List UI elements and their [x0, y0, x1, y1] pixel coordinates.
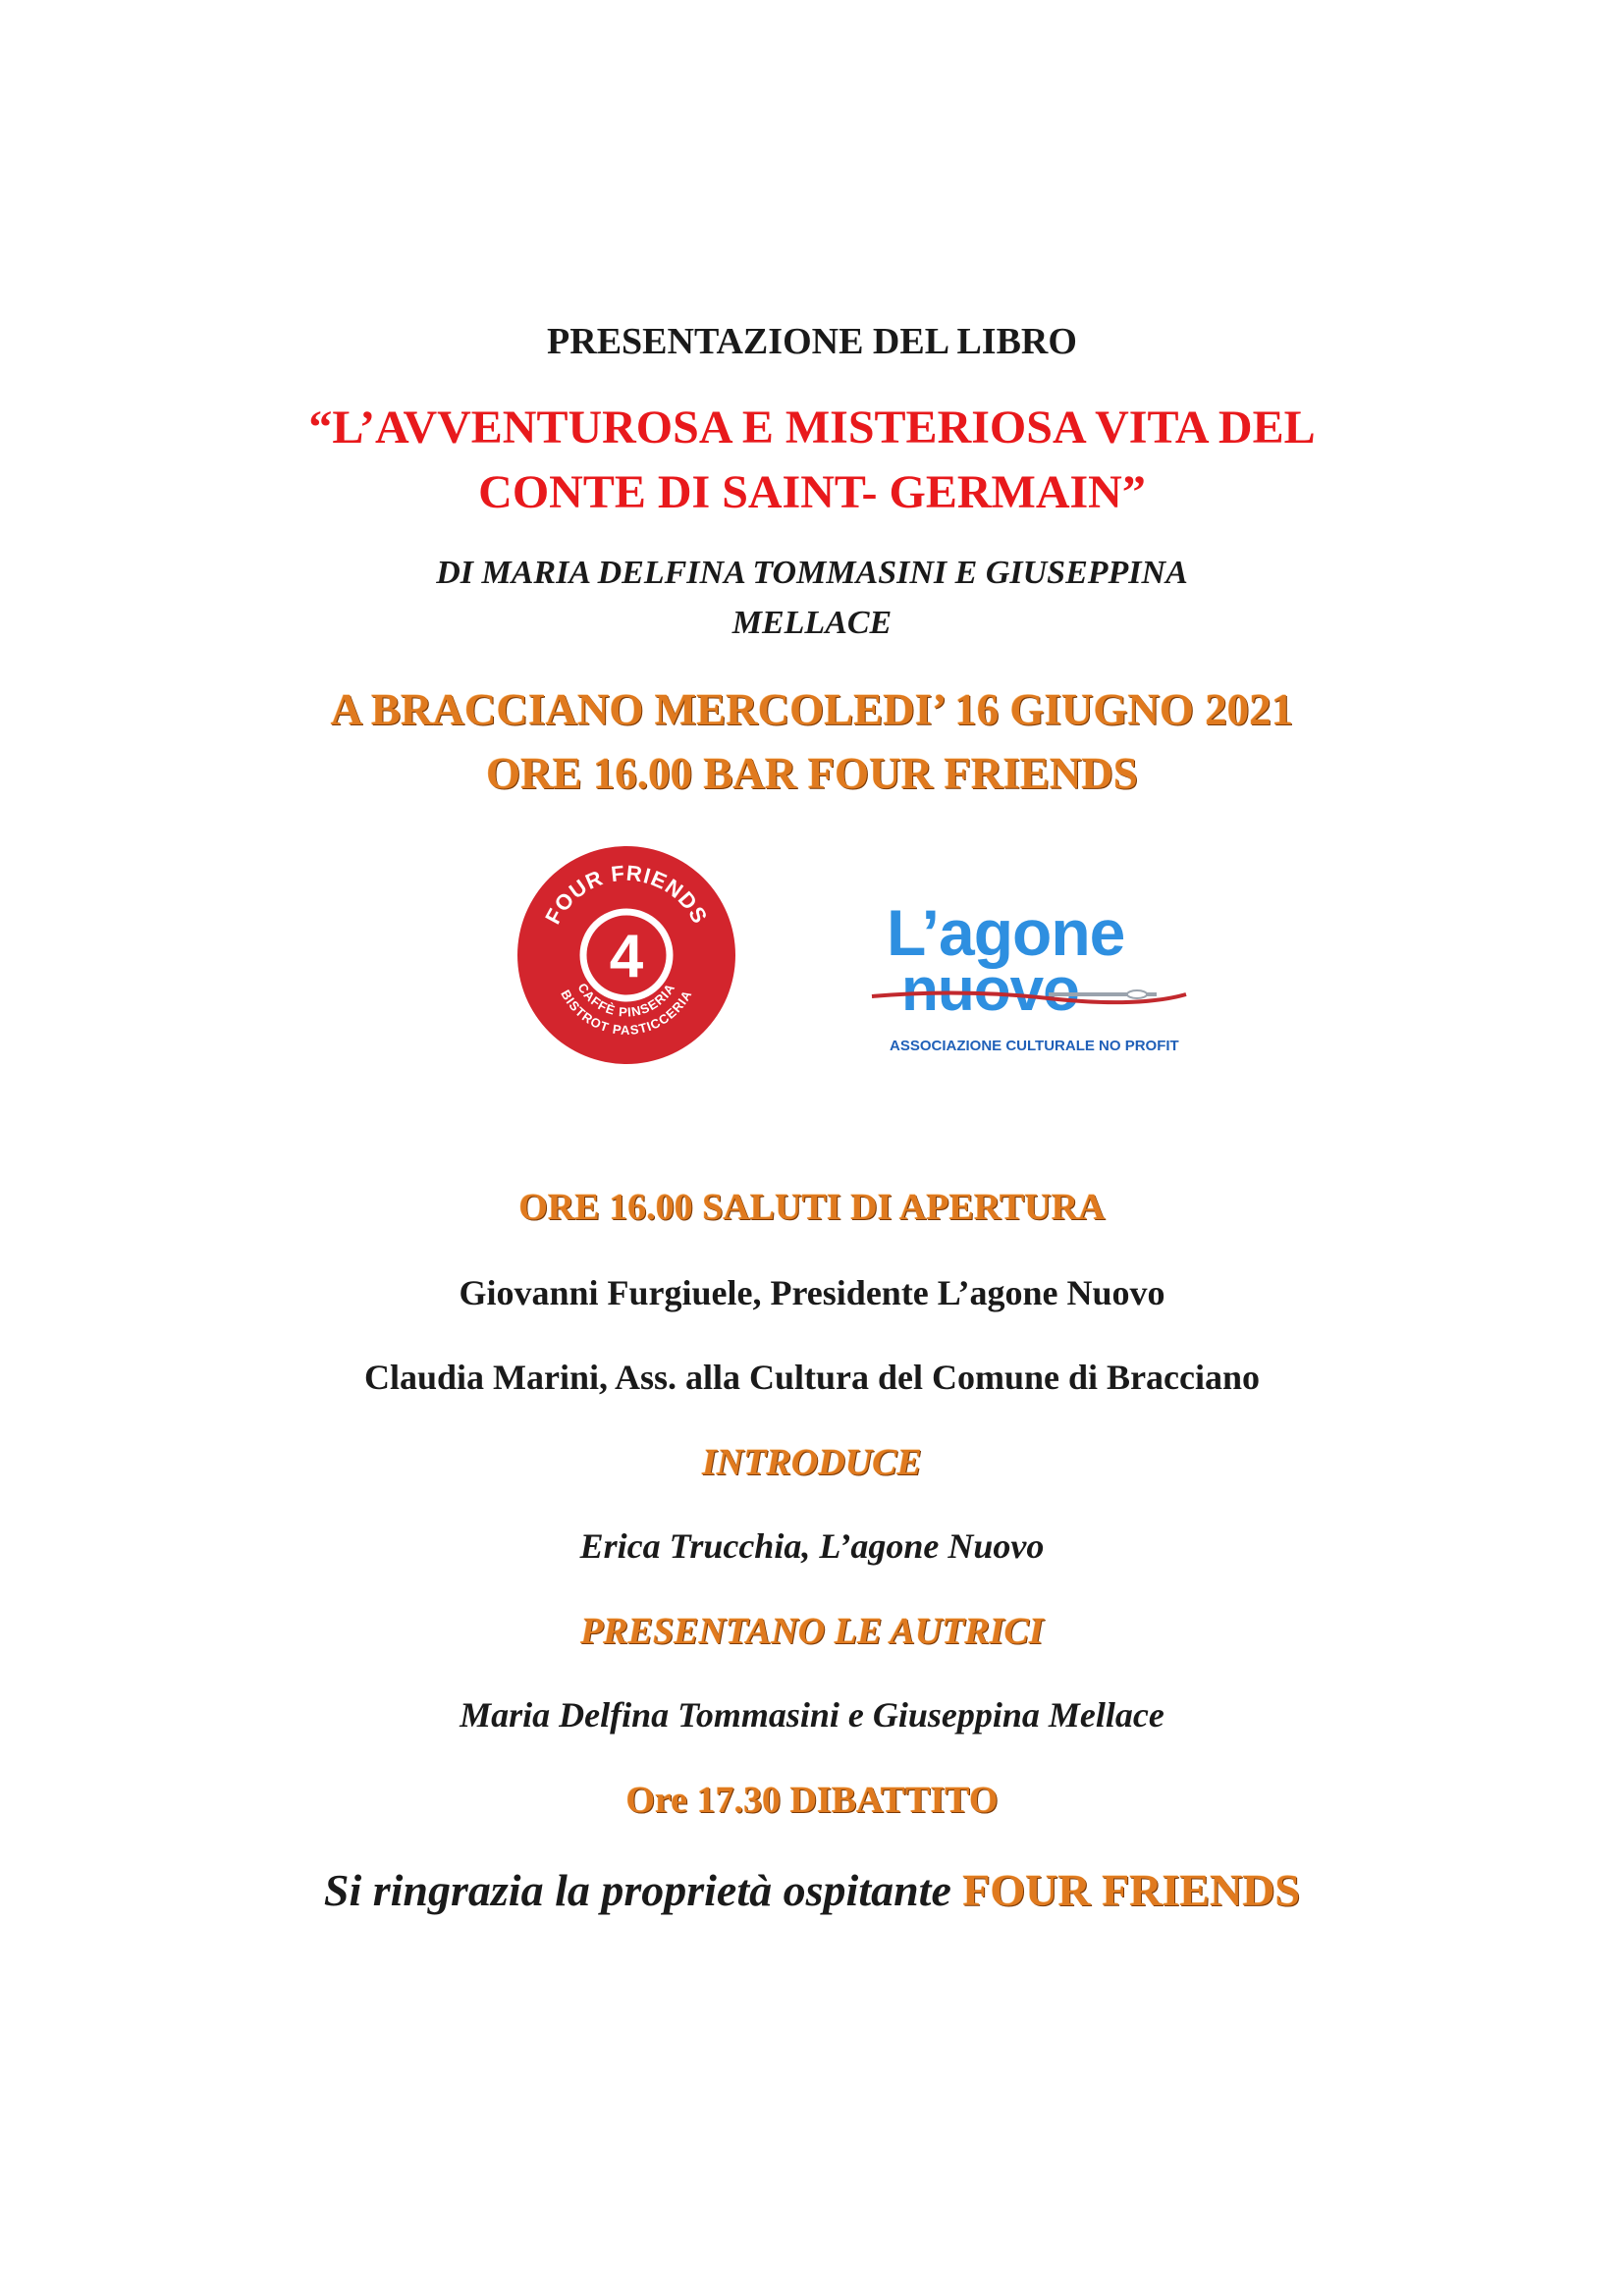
event-date-line: A BRACCIANO MERCOLEDI’ 16 GIUGNO 2021 [330, 685, 1294, 734]
thanks-line [0, 1864, 1624, 1916]
introduce-heading: INTRODUCE [702, 1442, 922, 1483]
agone-logo-line-2: nuovo [901, 956, 1079, 1024]
agone-nuovo-logo [862, 879, 1206, 1070]
authors-line-2: MELLACE [731, 605, 893, 641]
four-friends-ring-text-2: BISTROT PASTICCERIA [558, 987, 695, 1038]
agone-logo-line-1: L’agone [887, 896, 1125, 969]
speaker-marini: Claudia Marini, Ass. alla Cultura del Comune di Bracciano [363, 1358, 1261, 1397]
event-time-place-line: ORE 16.00 BAR FOUR FRIENDS [486, 749, 1138, 798]
thanks-text: Si ringrazia la proprietà ospitante [323, 1865, 963, 1915]
authors-line-1: DI MARIA DELFINA TOMMASINI E GIUSEPPINA [436, 555, 1188, 591]
presentano-heading: PRESENTANO LE AUTRICI [580, 1611, 1044, 1652]
four-friends-ring-text-1: CAFFÈ PINSERIA [574, 980, 678, 1020]
speaker-furgiuele: Giovanni Furgiuele, Presidente L’agone Nuovo [459, 1273, 1165, 1312]
saluti-heading: ORE 16.00 SALUTI DI APERTURA [518, 1187, 1106, 1228]
speaker-trucchia: Erica Trucchia, L’agone Nuovo [579, 1526, 1045, 1566]
book-title-line-1: “L’AVVENTUROSA E MISTERIOSA VITA DEL [308, 401, 1316, 454]
authors-presenters: Maria Delfina Tommasini e Giuseppina Mellace [460, 1695, 1164, 1735]
dibattito-heading: Ore 17.30 DIBATTITO [625, 1780, 999, 1821]
thanks-venue: FOUR FRIENDS [962, 1865, 1301, 1915]
four-friends-number: 4 [609, 923, 644, 990]
presentazione-heading: PRESENTAZIONE DEL LIBRO [547, 321, 1077, 362]
book-title-line-2: CONTE DI SAINT- GERMAIN” [478, 466, 1146, 518]
four-friends-logo [515, 844, 737, 1066]
four-friends-arc-text: FOUR FRIENDS [540, 860, 713, 929]
agone-logo-subtitle: ASSOCIAZIONE CULTURALE NO PROFIT [890, 1038, 1179, 1054]
